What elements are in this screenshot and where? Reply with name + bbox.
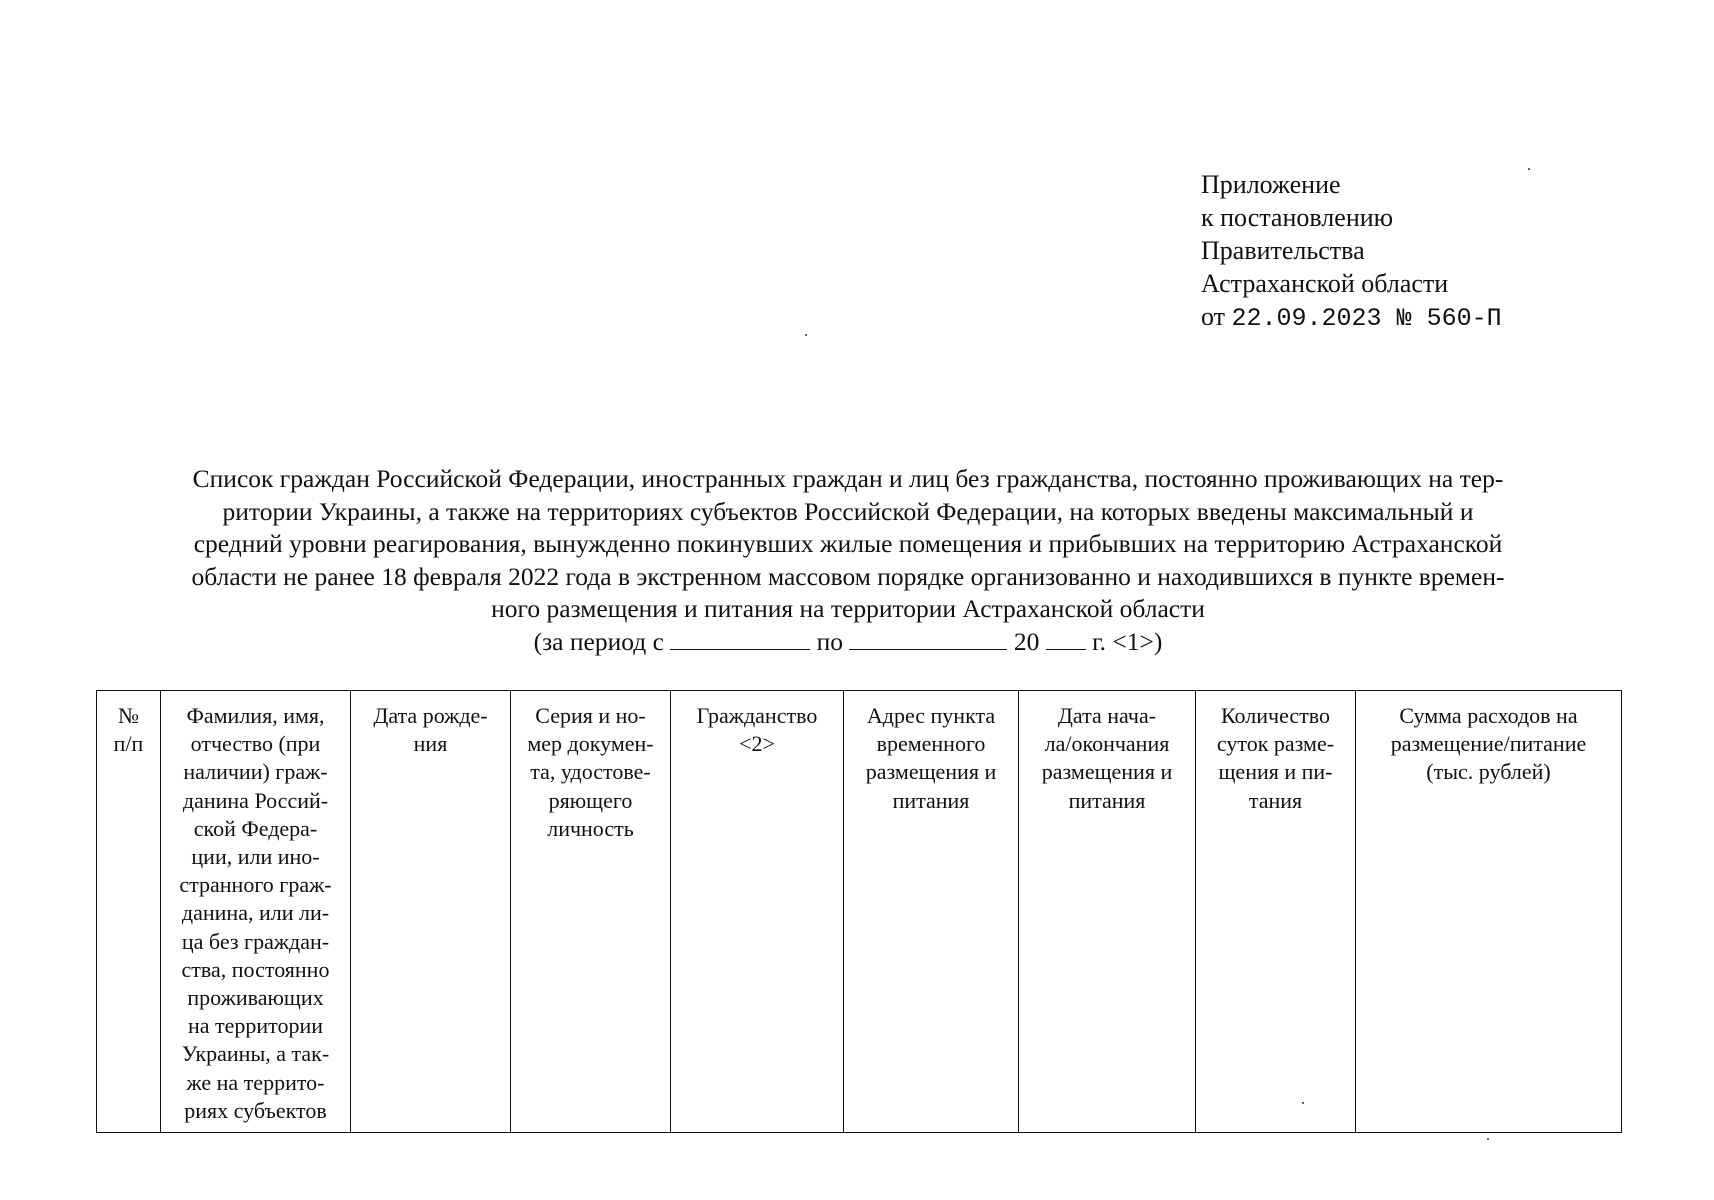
column-header-line: ла/окончания xyxy=(1044,731,1170,757)
column-header-line: странного граж- xyxy=(179,872,332,898)
column-header-line: проживающих xyxy=(187,985,324,1011)
appendix-line: Приложение xyxy=(1201,170,1341,199)
scan-speck xyxy=(1528,168,1530,170)
title-line: области не ранее 18 февраля 2022 года в экстренном массовом порядке организованно и находившихся в пункте времен- xyxy=(191,561,1505,591)
column-header-line: отчество (при xyxy=(190,731,321,757)
column-header-line: на территории xyxy=(187,1013,324,1039)
column-header-line: наличии) граж- xyxy=(183,759,328,785)
period-open: (за период с xyxy=(533,626,664,656)
column-header-line: ства, постоянно xyxy=(181,956,330,982)
column-header-line: п/п xyxy=(113,731,144,757)
column-header-expenses-sum xyxy=(1356,691,1622,1133)
title-line: Список граждан Российской Федерации, иностранных граждан и лиц без гражданства, постоянно проживающих на тер- xyxy=(192,464,1504,493)
column-header-line: ской Федера- xyxy=(193,815,318,841)
period-line xyxy=(96,626,1600,659)
column-header-line: № xyxy=(118,703,139,728)
column-header-line: личность xyxy=(547,815,634,841)
citizens-table xyxy=(96,690,1622,1133)
column-header-line: Адрес пункта xyxy=(866,703,996,728)
appendix-block xyxy=(1201,168,1502,335)
appendix-line: Правительства xyxy=(1201,236,1365,265)
period-from-blank xyxy=(670,627,810,650)
column-header-line: размещения и xyxy=(865,759,997,785)
column-header-line: <2> xyxy=(739,731,775,757)
title-line: средний уровни реагирования, вынужденно покинувших жилые помещения и прибывших на территорию Астраханской xyxy=(193,529,1503,558)
column-header-line: Фамилия, имя, xyxy=(186,703,325,728)
appendix-line: Астраханской области xyxy=(1201,269,1449,298)
column-header-line: Дата рожде- xyxy=(373,703,488,728)
scan-speck xyxy=(805,334,807,336)
column-header-line: щения и пи- xyxy=(1218,759,1333,785)
period-year-prefix: 20 xyxy=(1013,626,1040,656)
column-header-identity-document xyxy=(511,691,671,1133)
period-by: по xyxy=(816,626,844,656)
column-header-line: питания xyxy=(1068,787,1146,813)
column-header-line: Серия и но- xyxy=(535,703,646,728)
column-header-line: Дата нача- xyxy=(1057,703,1157,728)
scan-speck xyxy=(1487,1138,1489,1140)
title-line: ритории Украины, а также на территориях субъектов Российской Федерации, на которых введены максимальный и xyxy=(222,496,1474,526)
column-header-line: Гражданство xyxy=(696,703,818,728)
scan-speck xyxy=(1302,1102,1304,1104)
column-header-line: Количество xyxy=(1220,703,1331,728)
column-header-start-end-date xyxy=(1019,691,1196,1133)
column-header-line: ряющего xyxy=(548,787,633,813)
column-header-line: тания xyxy=(1248,787,1303,813)
column-header-line: данина, или ли- xyxy=(181,900,330,926)
appendix-line: к постановлению xyxy=(1201,203,1394,232)
appendix-date-number: 22.09.2023 № 560-П xyxy=(1231,304,1502,333)
title-line: ного размещения и питания на территории Астраханской области xyxy=(491,594,1205,623)
column-header-line: размещения и xyxy=(1041,759,1173,785)
column-header-line: Сумма расходов на xyxy=(1399,703,1578,728)
document-title xyxy=(96,463,1600,658)
column-header-number xyxy=(97,691,161,1133)
column-header-line: суток разме- xyxy=(1216,731,1335,757)
column-header-line: питания xyxy=(892,787,970,813)
column-header-line: та, удостове- xyxy=(530,759,651,785)
column-header-line: ца без граждан- xyxy=(181,928,330,954)
appendix-date-line xyxy=(1201,300,1502,335)
column-header-line: ции, или ино- xyxy=(191,844,320,870)
column-header-line: же на террито- xyxy=(186,1069,325,1095)
period-year-blank xyxy=(1046,627,1086,650)
column-header-accommodation-address xyxy=(844,691,1019,1133)
column-header-birth-date xyxy=(351,691,511,1133)
column-header-line: мер докумен- xyxy=(527,731,654,757)
column-header-line: (тыс. рублей) xyxy=(1426,759,1551,785)
period-to-blank xyxy=(849,627,1007,650)
column-header-full-name xyxy=(161,691,351,1133)
column-header-line: данина Россий- xyxy=(182,787,329,813)
column-header-citizenship xyxy=(671,691,844,1133)
column-header-line: Украины, а так- xyxy=(181,1041,330,1067)
column-header-line: размещение/питание xyxy=(1390,731,1587,757)
column-header-line: риях субъектов xyxy=(184,1097,327,1123)
appendix-date-prefix: от xyxy=(1201,302,1226,331)
column-header-line: ния xyxy=(413,731,448,757)
period-close: г. <1>) xyxy=(1092,626,1163,656)
column-header-days-count xyxy=(1196,691,1356,1133)
table-header-row xyxy=(97,691,1622,1133)
column-header-line: временного xyxy=(876,731,986,757)
